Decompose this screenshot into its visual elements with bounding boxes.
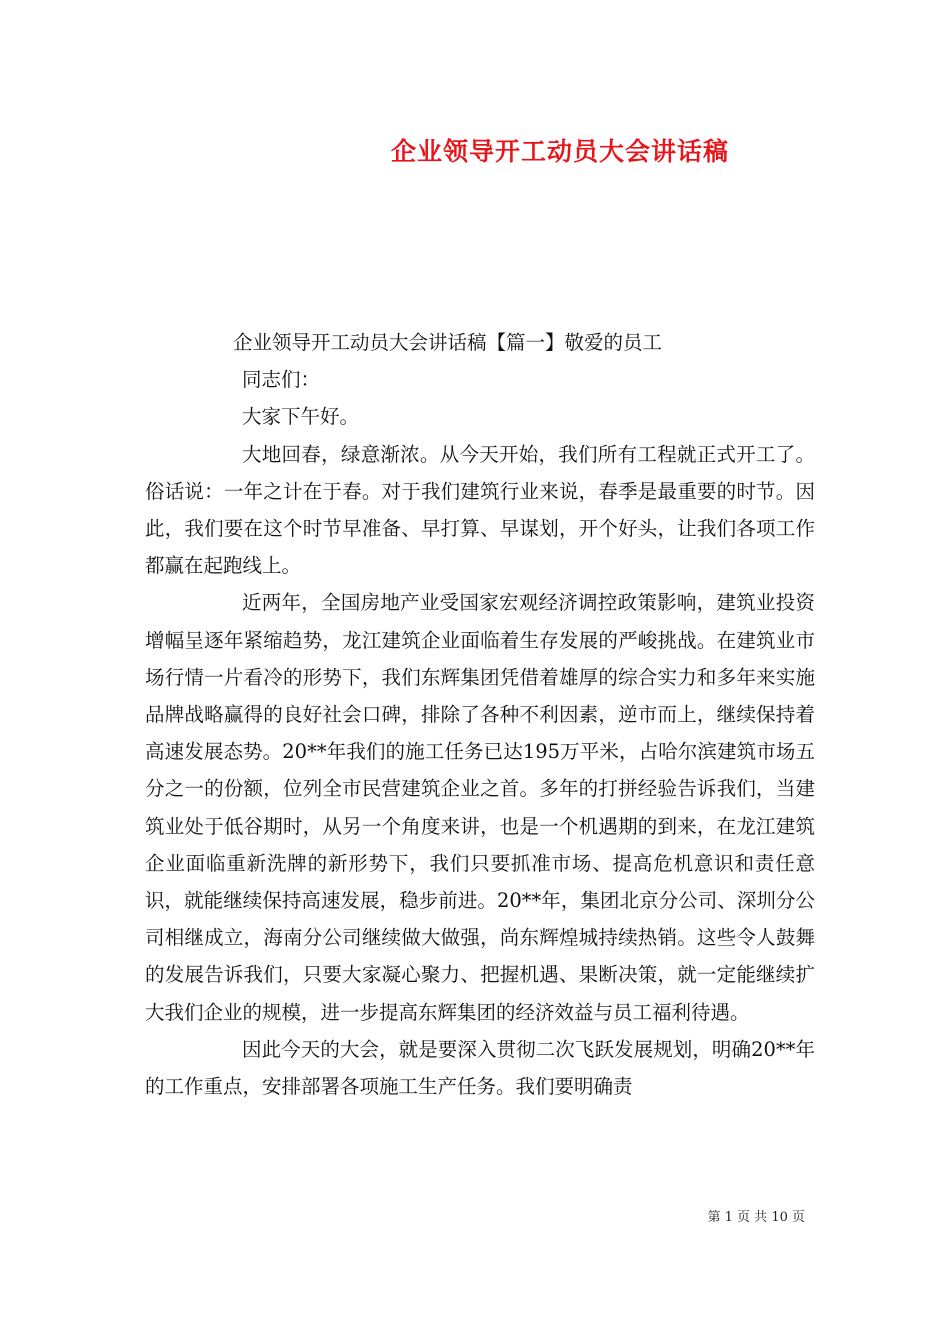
paragraph-3: 因此今天的大会，就是要深入贯彻二次飞跃发展规划，明确20**年的工作重点，安排部署各项施工生产任务。我们要明确责 [145,1037,815,1099]
document-title [0,132,950,168]
paragraph-2: 近两年，全国房地产业受国家宏观经济调控政策影响，建筑业投资增幅呈逐年紧缩趋势，龙江建筑企业面临着生存发展的严峻挑战。在建筑业市场行情一片看冷的形势下，我们东辉集团凭借着雄厚的综合实力和多年来实施品牌战略赢得的良好社会口碑，排除了各种不利因素，逆市而上，继续保持着高速发展态势。20**年我们的施工任务已达195万平米，占哈尔滨建筑市场五分之一的份额，位列全市民营建筑企业之首。多年的打拼经验告诉我们，当建筑业处于低谷期时，从另一个角度来讲，也是一个机遇期的到来，在龙江建筑企业面临重新洗牌的新形势下，我们只要抓准市场、提高危机意识和责任意识，就能继续保持高速发展，稳步前进。20**年，集团北京分公司、深圳分公司相继成立，海南分公司继续做大做强，尚东辉煌城持续热销。这些令人鼓舞的发展告诉我们，只要大家凝心聚力、把握机遇、果断决策，就一定能继续扩大我们企业的规模，进一步提高东辉集团的经济效益与员工福利待遇。 [145,591,815,1024]
page-footer [0,1206,805,1225]
document-body [145,324,815,1105]
paragraph-1: 大地回春，绿意渐浓。从今天开始，我们所有工程就正式开工了。俗话说：一年之计在于春。对于我们建筑行业来说，春季是最重要的时节。因此，我们要在这个时节早准备、早打算、早谋划，开个好头，让我们各项工作都赢在起跑线上。 [145,442,815,578]
page-number: 第 1 页 共 10 页 [707,1210,805,1225]
greeting: 大家下午好。 [242,405,360,429]
section-heading: 企业领导开工动员大会讲话稿【篇一】敬爱的员工 [233,331,663,354]
salutation: 同志们： [242,368,321,392]
document-title-text: 企业领导开工动员大会讲话稿 [390,137,729,166]
